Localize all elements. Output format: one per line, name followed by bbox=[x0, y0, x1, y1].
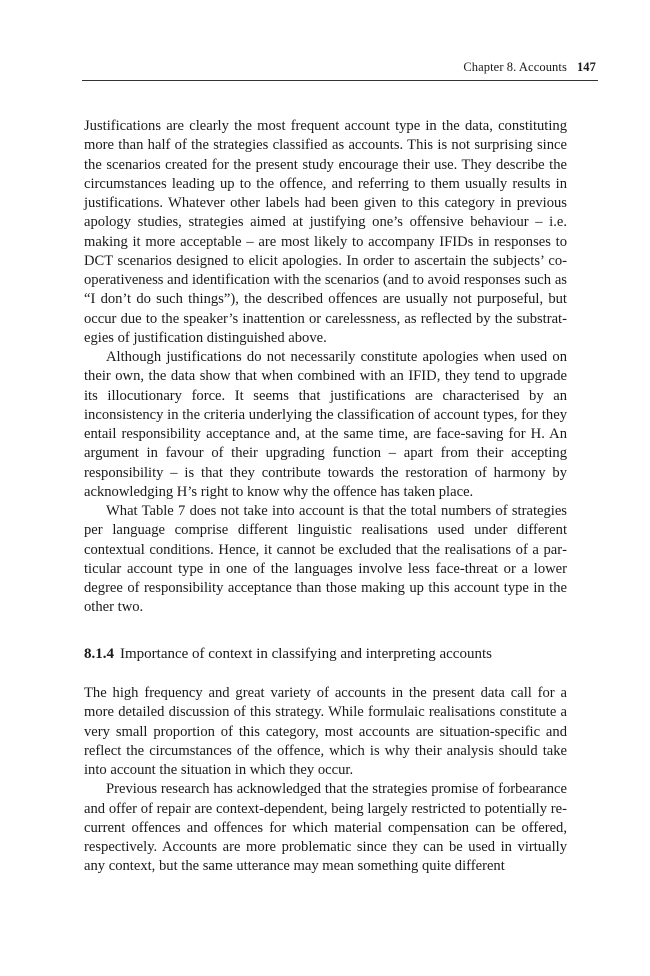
running-title: Chapter 8. Accounts bbox=[463, 60, 567, 74]
header-rule bbox=[82, 80, 598, 81]
section-heading bbox=[84, 646, 492, 663]
section-number: 8.1.4 bbox=[84, 646, 114, 662]
running-header bbox=[463, 60, 596, 75]
section-body-2 bbox=[84, 684, 567, 877]
paragraph-2: Although justifications do not necessarily constitute apologies when used on their own, the data show that when combined with an IFID, they tend to upgrade its illocutionary force. It seems that justifications are characterised by an inconsistency in the criteria underlying the classification of account types, for they entail responsibility acceptance and, at the same time, are face-saving for H. An argument in favour of their upgrading function – apart from their accepting responsibility – is that they contribute towards the restoration of harmony by acknowledging H’s right to know why the offence has taken place. bbox=[84, 349, 567, 500]
paragraph-3: What Table 7 does not take into account is that the total numbers of strategies per language comprise different linguistic realisations used under different contextual conditions. Hence, it cannot be excluded that the realisations of a particular account type in one of the languages involve less face-threat or a lower degree of responsibility acceptance than those making up this account type in the other two. bbox=[84, 503, 567, 616]
section-title: Importance of context in classifying and interpreting accounts bbox=[120, 646, 492, 662]
paragraph-5: Previous research has acknowledged that the strategies promise of forbearance and offer of repair are context-dependent, being largely restricted to potentially re-current offences and offences for which material compensation can be offered, respectively. Accounts are more problematic since they can be used in virtually any context, but the same utterance may mean something quite different bbox=[84, 781, 567, 875]
paragraph-4: The high frequency and great variety of accounts in the present data call for a more detailed discussion of this strategy. While formulaic realisations constitute a very small proportion of this category, most accounts are situation-specific and reflect the circumstances of the offence, which is why their analysis should take into account the situation in which they occur. bbox=[84, 685, 567, 778]
paragraph-1: Justifications are clearly the most frequent account type in the data, constituting more than half of the strategies classified as accounts. This is not surprising since the scenarios created for the present study encourage their use. They describe the circumstances leading up to the offence, and referring to them usually results in justifications. Whatever other labels had been given to this category in previous apology studies, strategies aimed at justifying one’s offensive behaviour – i.e. making it more acceptable – are most likely to accompany IFIDs in responses to DCT scenarios designed to elicit apologies. In order to ascertain the subjects’ cooperativeness and identification with the scenarios (and to avoid responses such as “I don’t do such things”), the described offences are usually not purposeful, but occur due to the speaker’s inattention or carelessness, as reflected by the substrategies of justification distinguished above. bbox=[84, 118, 567, 346]
section-body-1 bbox=[84, 117, 567, 618]
page-number: 147 bbox=[576, 60, 596, 74]
